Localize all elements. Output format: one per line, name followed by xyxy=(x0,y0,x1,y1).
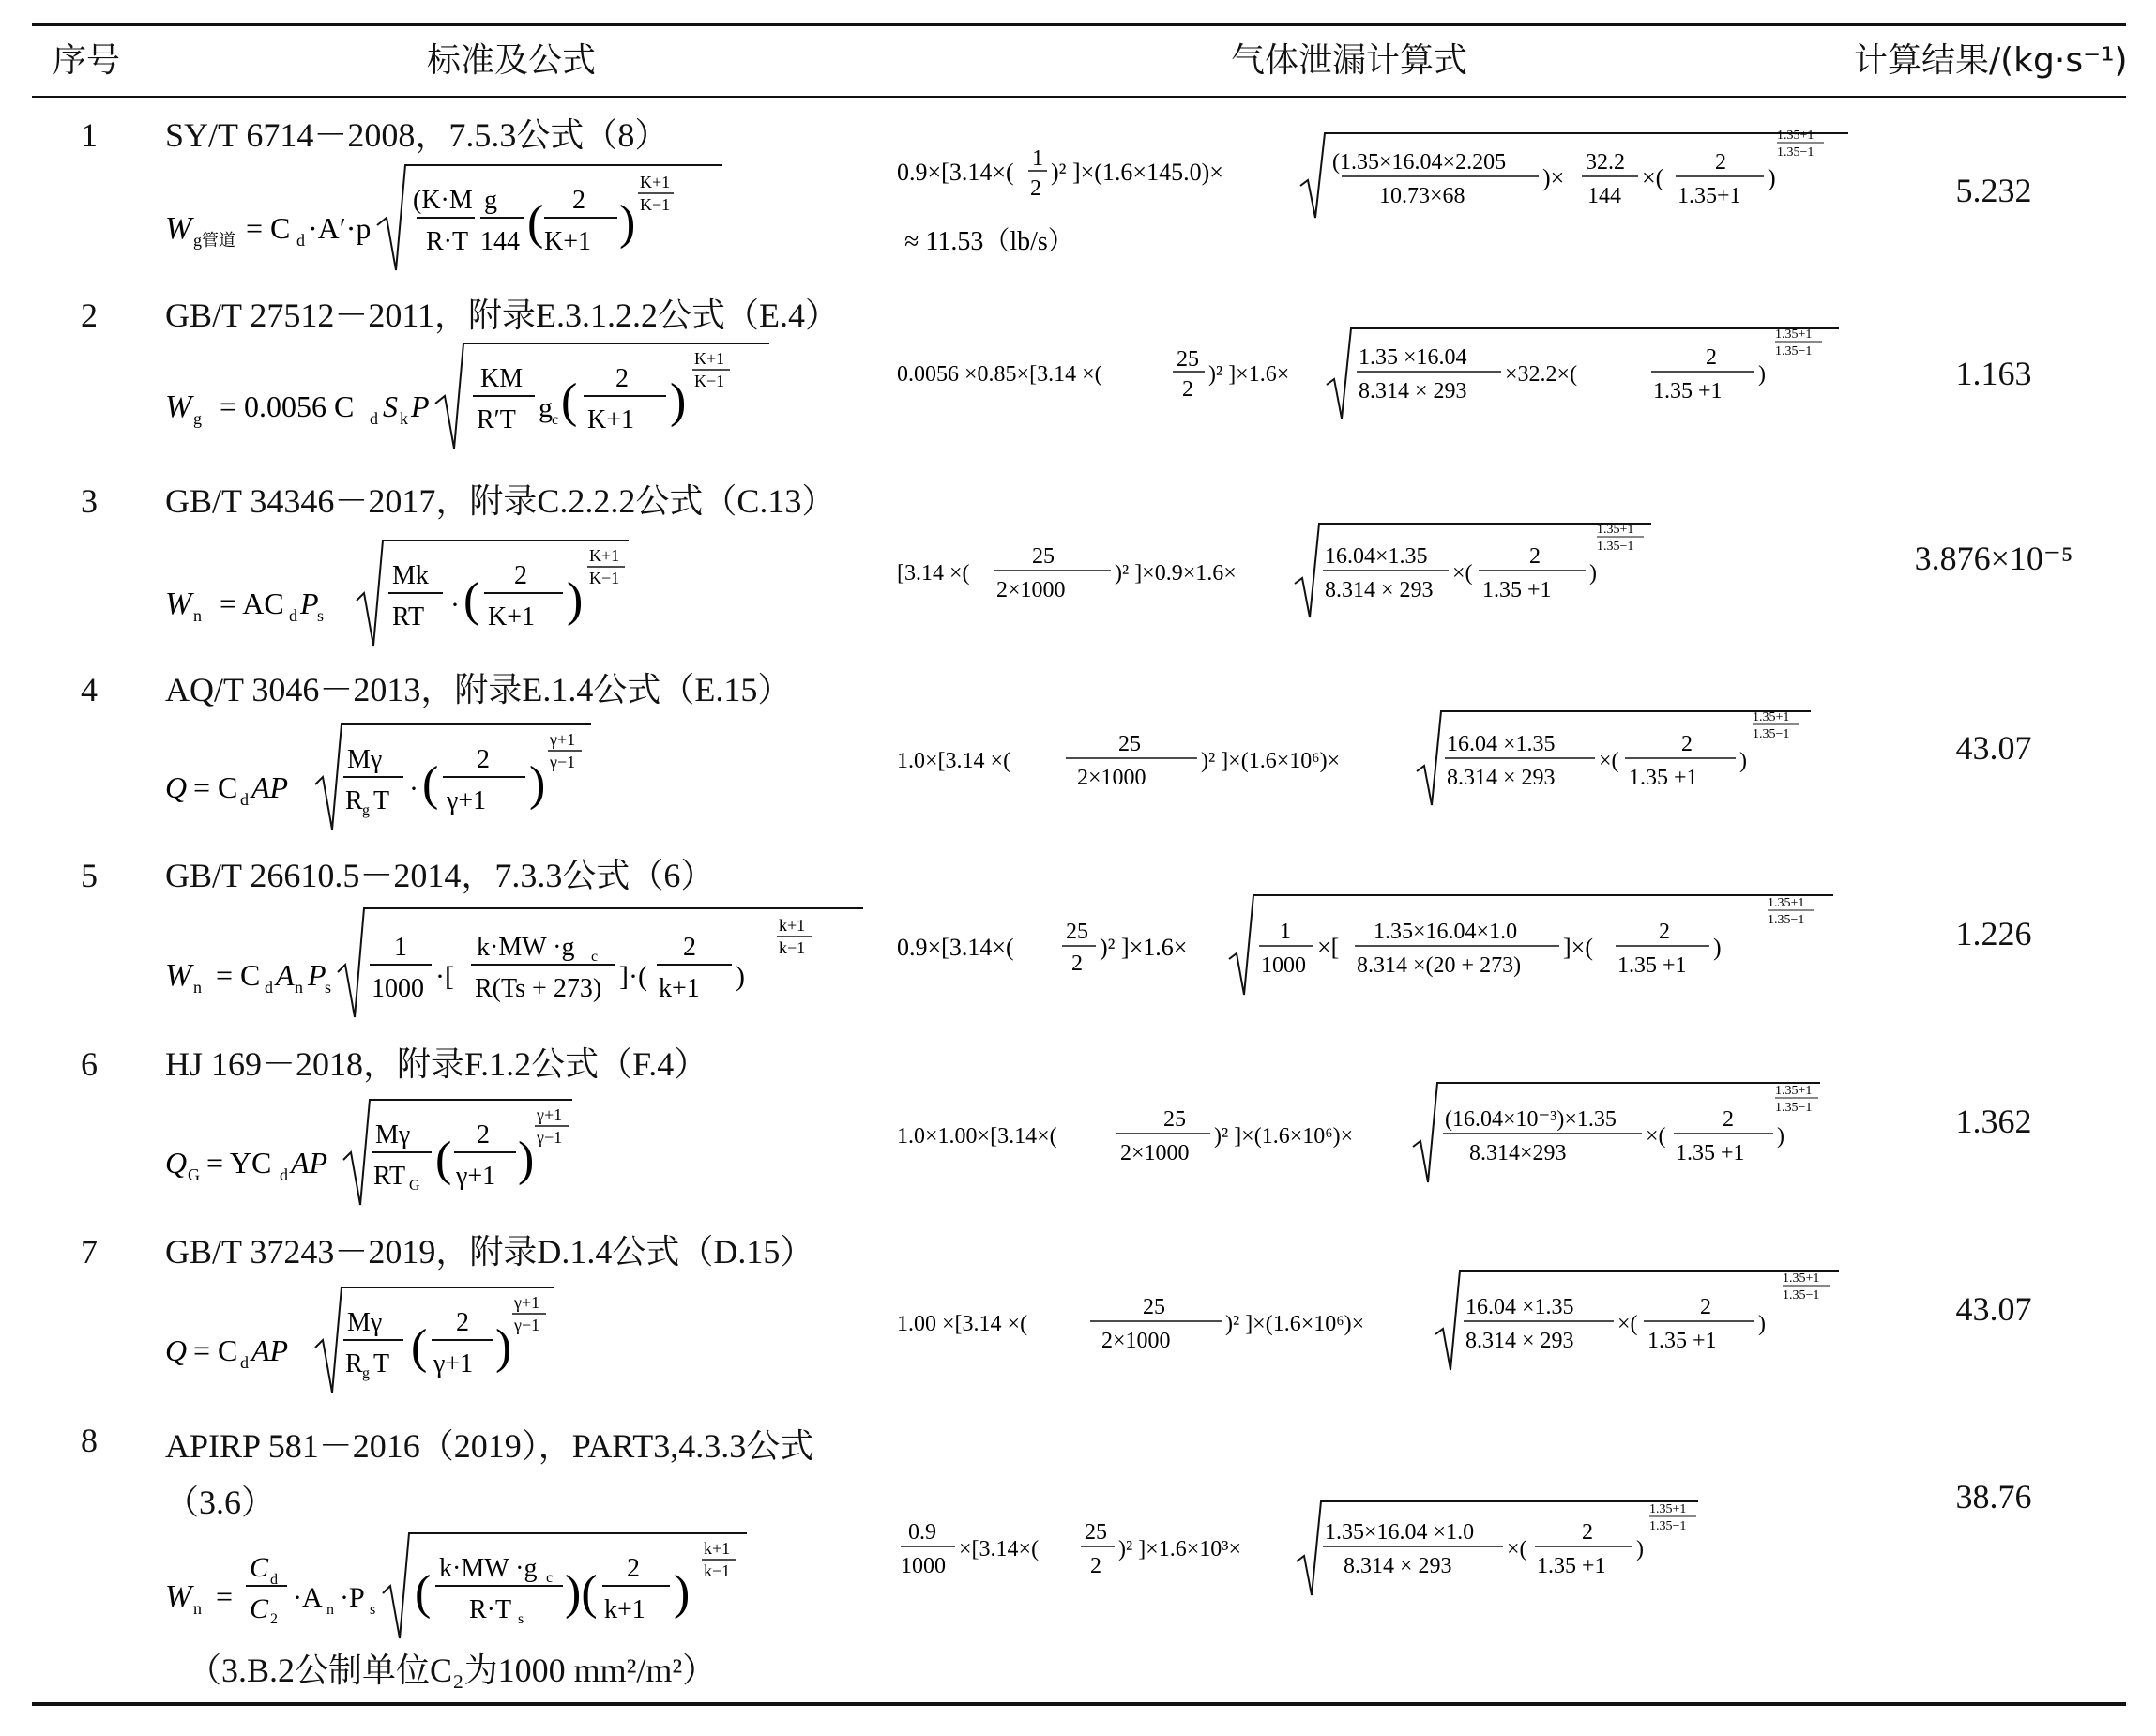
row-1-no: 1 xyxy=(81,116,98,154)
svg-text:1000: 1000 xyxy=(1261,953,1306,978)
svg-text:25: 25 xyxy=(1066,920,1088,944)
svg-text:0.9×[3.14×(: 0.9×[3.14×( xyxy=(897,934,1014,961)
row-5-no: 5 xyxy=(81,857,98,894)
svg-text:S: S xyxy=(383,389,398,423)
row-2-result: 1.163 xyxy=(1955,355,2032,392)
svg-text:c: c xyxy=(552,412,559,428)
svg-text:2: 2 xyxy=(1582,1520,1593,1545)
table-bottom-rule xyxy=(32,1702,2126,1706)
svg-text:16.04 ×1.35: 16.04 ×1.35 xyxy=(1447,732,1556,756)
svg-text:2: 2 xyxy=(627,1554,640,1583)
row-3-standard: GB/T 34346－2017，附录C.2.2.2公式（C.13） xyxy=(165,482,836,520)
svg-text:KM: KM xyxy=(480,364,524,393)
svg-text:·[: ·[ xyxy=(435,961,454,992)
svg-text:2: 2 xyxy=(1706,345,1717,370)
svg-text:γ+1: γ+1 xyxy=(537,1105,563,1124)
svg-text:= C: = C xyxy=(193,1333,238,1367)
svg-text:)² ]×1.6×: )² ]×1.6× xyxy=(1208,362,1290,387)
svg-text:1: 1 xyxy=(1032,146,1043,171)
svg-text:W: W xyxy=(165,389,192,424)
row-7-result: 43.07 xyxy=(1955,1290,2032,1328)
row-2-formula xyxy=(159,338,797,450)
svg-text:2×1000: 2×1000 xyxy=(1101,1329,1171,1353)
svg-text:d: d xyxy=(240,1353,249,1372)
svg-text:1.35 +1: 1.35 +1 xyxy=(1537,1554,1606,1578)
row-2-no: 2 xyxy=(81,297,98,334)
svg-text:g: g xyxy=(484,186,497,215)
svg-text:k−1: k−1 xyxy=(779,938,806,957)
svg-text:25: 25 xyxy=(1177,347,1199,372)
row-6-no: 6 xyxy=(81,1045,98,1083)
svg-text:2: 2 xyxy=(477,745,490,774)
row-4-no: 4 xyxy=(81,671,98,708)
row-8-result: 38.76 xyxy=(1955,1478,2032,1515)
svg-text:2×1000: 2×1000 xyxy=(1120,1141,1190,1165)
svg-text:1.35−1: 1.35−1 xyxy=(1768,913,1805,927)
svg-text:2: 2 xyxy=(1715,150,1726,175)
svg-text:d: d xyxy=(265,978,273,997)
svg-text:(: ( xyxy=(561,374,578,428)
svg-text:): ) xyxy=(1636,1537,1644,1561)
row-6-result: 1.362 xyxy=(1955,1103,2032,1140)
svg-text:k−1: k−1 xyxy=(704,1561,731,1580)
svg-text:γ+1: γ+1 xyxy=(433,1349,474,1378)
svg-text:·A′·p: ·A′·p xyxy=(308,211,372,245)
row-7-no: 7 xyxy=(81,1233,98,1271)
svg-text:n: n xyxy=(193,1599,202,1618)
svg-text:R·T: R·T xyxy=(426,227,469,256)
svg-text:1.35 +1: 1.35 +1 xyxy=(1647,1329,1717,1353)
svg-text:25: 25 xyxy=(1163,1107,1186,1132)
svg-text:k+1: k+1 xyxy=(779,916,806,935)
svg-text:Mk: Mk xyxy=(392,561,429,590)
row-1-result: 5.232 xyxy=(1955,172,2032,209)
svg-text:2: 2 xyxy=(477,1120,490,1150)
svg-text:1.35−1: 1.35−1 xyxy=(1753,727,1790,741)
svg-text:2: 2 xyxy=(1681,732,1693,756)
svg-text:1000: 1000 xyxy=(372,974,424,1003)
svg-text:n: n xyxy=(193,606,202,625)
svg-text:)×: )× xyxy=(1542,164,1565,191)
row-7-standard: GB/T 37243－2019，附录D.1.4公式（D.15） xyxy=(165,1233,814,1271)
svg-text:×[: ×[ xyxy=(1317,934,1340,961)
row-8-formula xyxy=(159,1518,760,1640)
svg-text:)(: )( xyxy=(565,1566,598,1620)
svg-text:·: · xyxy=(450,589,460,620)
svg-text:γ+1: γ+1 xyxy=(550,730,576,749)
svg-text:25: 25 xyxy=(1143,1295,1165,1319)
svg-text:2×1000: 2×1000 xyxy=(996,578,1066,602)
svg-text:): ) xyxy=(495,1320,512,1374)
svg-text:k·MW ·g: k·MW ·g xyxy=(477,933,575,962)
svg-text:2: 2 xyxy=(270,1611,278,1627)
svg-text:K+1: K+1 xyxy=(488,602,536,632)
svg-text:1: 1 xyxy=(1280,920,1291,944)
svg-text:=: = xyxy=(216,1579,234,1613)
svg-text:): ) xyxy=(518,1133,535,1186)
svg-text:= C: = C xyxy=(193,770,238,804)
svg-text:K+1: K+1 xyxy=(640,173,671,191)
row-6-standard: HJ 169－2018，附录F.1.2公式（F.4） xyxy=(165,1045,708,1083)
svg-text:γ+1: γ+1 xyxy=(456,1162,496,1191)
svg-text:G: G xyxy=(188,1165,200,1184)
svg-text:1.35×16.04 ×1.0: 1.35×16.04 ×1.0 xyxy=(1325,1520,1475,1545)
row-4-formula xyxy=(159,709,629,831)
svg-text:k+1: k+1 xyxy=(604,1595,645,1624)
svg-text:2: 2 xyxy=(1071,952,1083,976)
svg-text:d: d xyxy=(370,409,378,428)
row-6-formula xyxy=(159,1085,629,1207)
svg-text:RT: RT xyxy=(373,1162,406,1191)
svg-text:1.35−1: 1.35−1 xyxy=(1783,1288,1820,1302)
svg-text:(: ( xyxy=(411,1320,428,1374)
svg-text:k·MW ·g: k·MW ·g xyxy=(439,1554,538,1583)
svg-text:1.35 +1: 1.35 +1 xyxy=(1676,1141,1745,1165)
svg-text:(1.35×16.04×2.205: (1.35×16.04×2.205 xyxy=(1332,150,1507,175)
svg-text:1.35×16.04×1.0: 1.35×16.04×1.0 xyxy=(1374,920,1518,944)
row-8-no: 8 xyxy=(81,1422,98,1459)
row-8-expression xyxy=(891,1490,1848,1612)
svg-text:): ) xyxy=(1768,164,1776,191)
svg-text:): ) xyxy=(567,573,584,627)
svg-text:1.35−1: 1.35−1 xyxy=(1775,1101,1813,1115)
svg-text:= 0.0056 C: = 0.0056 C xyxy=(220,389,355,423)
svg-text:d: d xyxy=(289,606,297,625)
svg-text:g: g xyxy=(362,1365,370,1381)
svg-text:K+1: K+1 xyxy=(694,349,725,368)
svg-text:γ−1: γ−1 xyxy=(514,1316,540,1334)
svg-text:G: G xyxy=(409,1178,420,1194)
svg-text:Q: Q xyxy=(165,770,188,804)
svg-text:1.35+1: 1.35+1 xyxy=(1768,896,1805,910)
svg-text:d: d xyxy=(296,231,305,250)
svg-text:[3.14 ×(: [3.14 ×( xyxy=(897,561,970,586)
svg-text:2: 2 xyxy=(514,561,527,590)
row-4-standard: AQ/T 3046－2013，附录E.1.4公式（E.15） xyxy=(165,671,792,708)
svg-text:144: 144 xyxy=(480,227,520,256)
svg-text:8.314 × 293: 8.314 × 293 xyxy=(1325,578,1434,602)
svg-text:1.35−1: 1.35−1 xyxy=(1775,344,1813,358)
svg-text:1.35−1: 1.35−1 xyxy=(1777,145,1814,160)
row-1-standard: SY/T 6714－2008，7.5.3公式（8） xyxy=(165,116,669,154)
svg-text:= AC: = AC xyxy=(220,586,284,620)
svg-text:n: n xyxy=(326,1602,334,1618)
svg-text:]·(: ]·( xyxy=(619,961,647,992)
row-2-expression xyxy=(891,310,1848,432)
svg-text:×(: ×( xyxy=(1642,164,1664,191)
row-2-standard: GB/T 27512－2011，附录E.3.1.2.2公式（E.4） xyxy=(165,297,839,334)
svg-text:×32.2×(: ×32.2×( xyxy=(1505,362,1578,387)
svg-text:W: W xyxy=(165,1579,192,1614)
svg-text:8.314×293: 8.314×293 xyxy=(1469,1141,1567,1165)
svg-text:R: R xyxy=(345,1349,363,1378)
svg-text:g管道: g管道 xyxy=(193,231,235,250)
svg-text:(: ( xyxy=(527,196,544,250)
svg-text:AP: AP xyxy=(251,1333,289,1367)
svg-text:P: P xyxy=(300,586,319,620)
svg-text:(: ( xyxy=(415,1566,432,1620)
svg-text:k+1: k+1 xyxy=(704,1539,731,1558)
svg-text:·A: ·A xyxy=(293,1582,323,1613)
svg-text:8.314 × 293: 8.314 × 293 xyxy=(1465,1329,1574,1353)
svg-text:= C: = C xyxy=(216,958,261,992)
svg-text:25: 25 xyxy=(1118,732,1141,756)
svg-text:Mγ: Mγ xyxy=(347,1308,383,1337)
svg-text:c: c xyxy=(591,949,599,965)
svg-text:R: R xyxy=(345,786,363,815)
svg-text:K−1: K−1 xyxy=(640,195,671,214)
svg-text:1.35+1: 1.35+1 xyxy=(1777,129,1814,143)
header-standard: 标准及公式 xyxy=(427,41,597,80)
svg-text:2: 2 xyxy=(1090,1554,1101,1578)
svg-text:K−1: K−1 xyxy=(589,569,620,587)
svg-text:10.73×68: 10.73×68 xyxy=(1379,184,1465,208)
svg-text:8.314 × 293: 8.314 × 293 xyxy=(1447,766,1556,790)
svg-text:×[3.14×(: ×[3.14×( xyxy=(959,1537,1040,1561)
svg-text:γ+1: γ+1 xyxy=(447,786,487,815)
svg-text:2: 2 xyxy=(1659,920,1670,944)
svg-text:1.35+1: 1.35+1 xyxy=(1753,710,1790,724)
svg-text:)² ]×(1.6×10⁶)×: )² ]×(1.6×10⁶)× xyxy=(1214,1124,1354,1149)
row-5-formula xyxy=(159,897,873,1019)
svg-text:): ) xyxy=(1758,1312,1766,1336)
svg-text:g: g xyxy=(362,802,370,818)
svg-text:R(Ts + 273): R(Ts + 273) xyxy=(475,974,602,1003)
svg-text:2: 2 xyxy=(1030,176,1041,201)
row-5-result: 1.226 xyxy=(1955,915,2032,952)
svg-text:1.35 ×16.04: 1.35 ×16.04 xyxy=(1359,345,1467,370)
svg-text:1.35−1: 1.35−1 xyxy=(1597,540,1634,554)
row-5-expression xyxy=(891,878,1848,1010)
svg-text:2×1000: 2×1000 xyxy=(1077,766,1146,790)
row-7-formula xyxy=(159,1272,629,1394)
svg-text:P: P xyxy=(411,389,430,423)
svg-text:R′T: R′T xyxy=(477,405,516,434)
svg-text:W: W xyxy=(165,586,192,621)
svg-text:): ) xyxy=(736,961,745,992)
svg-text:(: ( xyxy=(422,757,439,811)
row-7-expression xyxy=(891,1254,1848,1385)
svg-text:d: d xyxy=(280,1165,288,1184)
svg-text:): ) xyxy=(674,1566,691,1620)
svg-text:T: T xyxy=(373,1349,390,1378)
svg-text:25: 25 xyxy=(1032,544,1055,569)
svg-text:K+1: K+1 xyxy=(589,546,620,565)
header-result: 计算结果/(kg·s⁻¹) xyxy=(1854,41,2128,80)
svg-text:AP: AP xyxy=(251,770,289,804)
svg-text:1.35 +1: 1.35 +1 xyxy=(1629,766,1698,790)
header-no: 序号 xyxy=(53,41,121,80)
svg-text:2: 2 xyxy=(683,933,696,962)
svg-text:RT: RT xyxy=(392,602,425,632)
svg-text:0.9×[3.14×(: 0.9×[3.14×( xyxy=(897,159,1014,186)
svg-text:s: s xyxy=(370,1602,376,1618)
svg-text:d: d xyxy=(270,1572,278,1588)
svg-text:n: n xyxy=(295,978,303,997)
svg-text:): ) xyxy=(1713,934,1722,961)
table-top-rule xyxy=(32,23,2126,26)
svg-text:γ−1: γ−1 xyxy=(537,1128,563,1147)
svg-text:k: k xyxy=(400,409,408,428)
row-4-expression xyxy=(891,694,1848,816)
svg-text:1.0×[3.14 ×(: 1.0×[3.14 ×( xyxy=(897,749,1011,773)
svg-text:Q: Q xyxy=(165,1333,188,1367)
svg-text:1.35+1: 1.35+1 xyxy=(1783,1272,1820,1286)
svg-text:1.00 ×[3.14 ×(: 1.00 ×[3.14 ×( xyxy=(897,1312,1028,1336)
svg-text:·: · xyxy=(409,773,418,804)
svg-text:n: n xyxy=(193,978,202,997)
row-1-expression xyxy=(891,113,1848,272)
svg-text:= C: = C xyxy=(246,211,291,245)
svg-text:1.35+1: 1.35+1 xyxy=(1678,184,1741,208)
svg-text:1.35−1: 1.35−1 xyxy=(1649,1519,1687,1533)
svg-text:W: W xyxy=(165,958,192,993)
svg-text:8.314 × 293: 8.314 × 293 xyxy=(1359,379,1467,404)
svg-text:d: d xyxy=(240,790,249,809)
svg-text:16.04×1.35: 16.04×1.35 xyxy=(1325,544,1428,569)
row-8-note: （3.B.2公制单位C₂为1000 mm²/m²） xyxy=(188,1652,717,1689)
svg-text:Mγ: Mγ xyxy=(347,745,383,774)
svg-text:2: 2 xyxy=(1700,1295,1711,1319)
svg-text:×(: ×( xyxy=(1617,1312,1638,1336)
svg-text:C: C xyxy=(250,1552,269,1583)
svg-text:2: 2 xyxy=(615,364,629,393)
header-expression: 气体泄漏计算式 xyxy=(1231,41,1468,80)
svg-text:γ+1: γ+1 xyxy=(514,1293,540,1312)
svg-text:]×(: ]×( xyxy=(1563,934,1593,961)
row-3-formula xyxy=(159,525,722,647)
svg-text:A: A xyxy=(276,958,295,992)
svg-text:P: P xyxy=(308,958,326,992)
svg-text:1.35+1: 1.35+1 xyxy=(1775,1084,1813,1098)
svg-text:K+1: K+1 xyxy=(544,227,592,256)
row-3-result: 3.876×10⁻⁵ xyxy=(1914,540,2073,577)
svg-text:0.0056 ×0.85×[3.14 ×(: 0.0056 ×0.85×[3.14 ×( xyxy=(897,362,1102,387)
svg-text:144: 144 xyxy=(1587,184,1621,208)
svg-text:)² ]×1.6×: )² ]×1.6× xyxy=(1100,934,1188,961)
svg-text:×(: ×( xyxy=(1507,1537,1527,1561)
svg-text:s: s xyxy=(325,978,332,997)
svg-text:W: W xyxy=(165,211,192,246)
svg-text:K+1: K+1 xyxy=(587,405,635,434)
svg-text:γ−1: γ−1 xyxy=(550,753,576,771)
svg-text:×(: ×( xyxy=(1599,749,1619,773)
svg-text:R·T: R·T xyxy=(469,1595,512,1624)
svg-text:2: 2 xyxy=(456,1308,469,1337)
svg-text:AP: AP xyxy=(291,1146,328,1180)
svg-text:(16.04×10⁻³)×1.35: (16.04×10⁻³)×1.35 xyxy=(1445,1107,1617,1132)
svg-text:1.35+1: 1.35+1 xyxy=(1649,1502,1687,1516)
svg-text:(K·M: (K·M xyxy=(413,186,473,215)
row-1-formula xyxy=(159,160,722,272)
svg-text:)² ]×(1.6×10⁶)×: )² ]×(1.6×10⁶)× xyxy=(1225,1312,1365,1336)
table-header-rule xyxy=(32,96,2126,98)
svg-text:s: s xyxy=(518,1611,524,1627)
svg-text:): ) xyxy=(1739,749,1747,773)
svg-text:)² ]×1.6×10³×: )² ]×1.6×10³× xyxy=(1118,1537,1241,1561)
svg-text:2: 2 xyxy=(1182,377,1193,402)
svg-text:1.35+1: 1.35+1 xyxy=(1597,523,1634,537)
svg-text:×(: ×( xyxy=(1452,561,1473,586)
svg-text:0.9: 0.9 xyxy=(908,1520,936,1545)
svg-text:8.314 ×(20 + 273): 8.314 ×(20 + 273) xyxy=(1357,953,1522,978)
svg-text:C: C xyxy=(250,1593,269,1624)
svg-text:)² ]×(1.6×145.0)×: )² ]×(1.6×145.0)× xyxy=(1051,159,1223,186)
svg-text:2: 2 xyxy=(1723,1107,1734,1132)
svg-text:25: 25 xyxy=(1085,1520,1107,1545)
svg-text:×(: ×( xyxy=(1646,1124,1666,1149)
svg-text:1000: 1000 xyxy=(901,1554,946,1578)
svg-text:8.314 × 293: 8.314 × 293 xyxy=(1344,1554,1452,1578)
row-3-no: 3 xyxy=(81,482,98,520)
svg-text:): ) xyxy=(619,196,636,250)
row-3-expression xyxy=(891,507,1830,629)
svg-text:1.35 +1: 1.35 +1 xyxy=(1653,379,1723,404)
svg-text:c: c xyxy=(546,1570,554,1586)
svg-text:K−1: K−1 xyxy=(694,372,725,390)
svg-text:1: 1 xyxy=(394,933,407,962)
svg-text:): ) xyxy=(1777,1124,1784,1149)
svg-text:1.35 +1: 1.35 +1 xyxy=(1617,953,1687,978)
row-4-result: 43.07 xyxy=(1955,729,2032,767)
svg-text:g: g xyxy=(539,392,553,423)
row-5-standard: GB/T 26610.5－2014，7.3.3公式（6） xyxy=(165,857,715,894)
svg-text:·P: ·P xyxy=(340,1582,365,1613)
svg-text:16.04 ×1.35: 16.04 ×1.35 xyxy=(1465,1295,1574,1319)
svg-text:s: s xyxy=(317,606,325,625)
svg-text:(: ( xyxy=(435,1133,452,1186)
svg-text:)² ]×0.9×1.6×: )² ]×0.9×1.6× xyxy=(1115,561,1237,586)
svg-text:T: T xyxy=(373,786,390,815)
row-6-expression xyxy=(891,1066,1848,1197)
svg-text:= YC: = YC xyxy=(206,1146,272,1180)
svg-text:1.0×1.00×[3.14×(: 1.0×1.00×[3.14×( xyxy=(897,1124,1057,1149)
svg-text:): ) xyxy=(1758,362,1766,387)
svg-text:1.35 +1: 1.35 +1 xyxy=(1482,578,1552,602)
row-8-standard: APIRP 581－2016（2019），PART3,4.3.3公式（3.6） xyxy=(165,1427,814,1521)
row-1-extra: ≈ 11.53（lb/s） xyxy=(904,227,1074,256)
svg-text:): ) xyxy=(529,757,546,811)
svg-text:Q: Q xyxy=(165,1146,188,1180)
svg-text:): ) xyxy=(1589,561,1597,586)
svg-text:): ) xyxy=(670,374,687,428)
svg-text:k+1: k+1 xyxy=(659,974,700,1003)
svg-text:Mγ: Mγ xyxy=(375,1120,411,1150)
svg-text:(: ( xyxy=(463,573,480,627)
svg-text:2: 2 xyxy=(572,186,585,215)
svg-text:1.35+1: 1.35+1 xyxy=(1775,327,1813,342)
svg-text:)² ]×(1.6×10⁶)×: )² ]×(1.6×10⁶)× xyxy=(1201,749,1341,773)
svg-text:g: g xyxy=(193,409,202,428)
svg-text:2: 2 xyxy=(1529,544,1541,569)
svg-text:32.2: 32.2 xyxy=(1586,150,1625,175)
